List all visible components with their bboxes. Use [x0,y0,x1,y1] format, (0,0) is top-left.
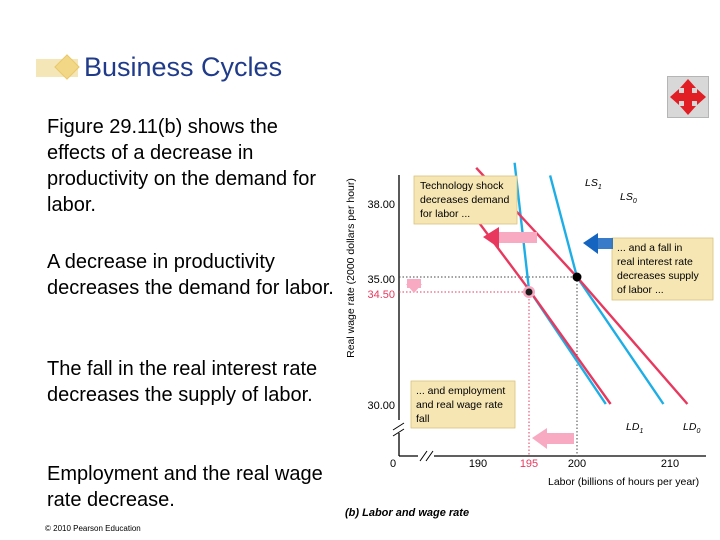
svg-text:Technology shock: Technology shock [420,180,504,192]
svg-text:... and employment: ... and employment [416,385,506,397]
y-axis-label: Real wage rate (2000 dollars per hour) [345,178,357,358]
arrow-wage-fall-icon [406,279,422,293]
svg-text:... and a fall in: ... and a fall in [617,242,683,254]
y-tick-34-5: 34.50 [367,289,395,301]
slide-title: Business Cycles [84,52,283,82]
bullet-4: Employment and the real wage rate decrease. [47,463,323,511]
label-ls0: $LS_0$ [620,191,637,205]
svg-text:for labor ...: for labor ... [420,208,471,220]
y-tick-38: 38.00 [367,199,395,211]
x-tick-210: 210 [660,458,680,470]
bullet-1: Figure 29.11(b) shows the effects of a decrease in productivity on the demand for labor. [47,116,317,216]
y-tick-35: 35.00 [367,274,395,286]
svg-text:fall: fall [416,413,430,425]
label-ld0: $LD_0$ [683,421,701,435]
label-ls1: $LS_1$ [585,177,602,191]
equilibrium-new [526,289,533,296]
y-tick-30: 30.00 [367,400,395,412]
curve-ls1 [515,163,606,404]
x-axis-label: Labor (billions of hours per year) [548,476,700,488]
annotation-demand-shock [414,176,517,224]
x-axis-break-1 [420,451,427,461]
bullet-3: The fall in the real interest rate decreases the supply of labor. [47,358,318,406]
x-tick-190: 190 [468,458,488,470]
annotation-supply-fall [612,238,713,300]
x-tick-0: 0 [389,458,397,470]
copyright: © 2010 Pearson Education [45,524,141,533]
chart-caption: (b) Labor and wage rate [345,507,470,519]
bullet-2: A decrease in productivity decreases the demand for labor. [47,251,334,299]
svg-text:decreases demand: decreases demand [420,194,510,206]
arrow-demand-shift-icon [483,227,537,248]
label-ld1: $LD_1$ [626,421,644,435]
x-axis-break-2 [426,451,433,461]
annotation-employment-fall [411,381,515,428]
svg-text:of labor ...: of labor ... [617,284,664,296]
x-tick-195: 195 [519,458,539,470]
svg-text:real interest rate: real interest rate [617,256,693,268]
y-axis-break-1 [393,423,404,430]
svg-text:decreases supply: decreases supply [617,270,699,282]
arrow-supply-shift-icon [583,233,613,254]
svg-text:and real wage rate: and real wage rate [416,399,503,411]
equilibrium-initial [573,273,582,282]
arrow-labor-fall-icon [532,428,574,449]
x-tick-200: 200 [567,458,587,470]
